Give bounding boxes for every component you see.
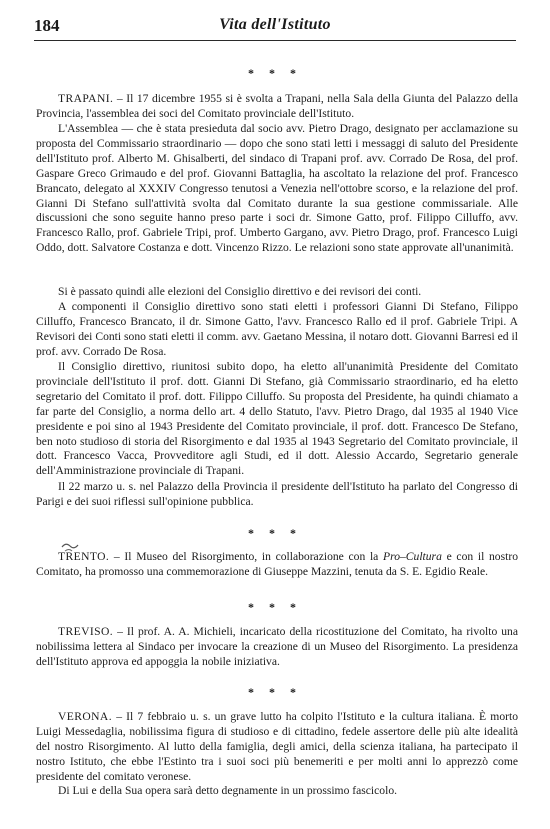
verona-paragraph-2: Di Lui e della Sua opera sarà detto degnamente in un prossimo fascicolo. xyxy=(58,784,398,797)
verona-paragraph-1: VERONA. – Il 7 febbraio u. s. un grave lutto ha colpito l'Istituto e la cultura italiana. È morto Luigi Messedaglia, nobilissima figura di studioso e di cittadino, fedele assertore delle più alte idealità del nostro Risorgimento. Al lutto della famiglia, degli amici, della scienza italiana, ha partecipato il nostro Istituto, che ebbe l'Estinto tra i suoi soci più benemeriti e per molti anni lo apprezzò come presidente del comitato veronese. xyxy=(36,710,518,783)
trapani-paragraph-3: Si è passato quindi alle elezioni del Consiglio direttivo e dei revisori dei conti. xyxy=(58,285,422,298)
section-separator: * * * xyxy=(248,526,302,540)
place-name-treviso: TREVISO. xyxy=(58,625,114,638)
trapani-paragraph-5: Il Consiglio direttivo, riunitosi subito dopo, ha eletto all'unanimità Presidente del Comitato provinciale dell'Istituto il prof. dott. Gianni Di Stefano, già Commissario straordinario, ed ha eletto segretario del Comitato il prof. dott. Filippo Cilluffo. Su proposta del Presidente, ha quindi chiamato a far parte del Consiglio, a norma dello art. 4 dello Statuto, l'avv. Pietro Drago, dal 1935 al 1940 Vice presidente e poi sino al 1943 Presidente del Comitato provinciale, il prof. dott. Francesco De Stefano, ben noto studioso di storia del Risorgimento e dal 1935 al 1943 Segretario del Comitato provinciale, il dott. Francesco Vacca, Provveditore agli Studi, ed il dott. Alessio Accardo, Segretario generale dell'Amministrazione provinciale di Trapani. xyxy=(36,360,518,478)
place-name-verona: VERONA. xyxy=(58,710,113,723)
trapani-paragraph-1: TRAPANI. – Il 17 dicembre 1955 si è svolta a Trapani, nella Sala della Giunta del Palazzo della Provincia, l'assemblea dei soci del Comitato provinciale dell'Istituto. xyxy=(36,92,518,120)
trapani-paragraph-6: Il 22 marzo u. s. nel Palazzo della Provincia il presidente dell'Istituto ha parlato del Congresso di Parigi e dei suoi riflessi sull'opinione pubblica. xyxy=(36,480,518,508)
header-rule xyxy=(34,40,516,41)
place-name-trento: TRENTO. xyxy=(58,550,110,563)
section-separator: * * * xyxy=(248,600,302,614)
trapani-paragraph-2: L'Assemblea — che è stata presieduta dal socio avv. Pietro Drago, designato per acclamazione su proposta del Commissario straordinario — dopo che sono stati letti i messaggi di saluto del Presidente dell'Istituto prof. Alberto M. Ghisalberti, del sindaco di Trapani prof. avv. Corrado De Rosa, del prof. Gaspare Greco Grimaudo e del prof. Giovanni Battaglia, ha ascoltato la relazione del prof. Francesco Brancato, delegato al XXXIV Congresso tenutosi a Venezia nell'ottobre scorso, e la relazione del prof. Gianni Di Stefano sull'attività svolta dal Comitato durante la sua gestione commissariale. Alle discussioni che sono seguite hanno preso parte i soci dr. Simone Gatto, prof. Filippo Cilluffo, avv. Francesco Rallo, prof. Gabriele Tripi, prof. Umberto Gargano, avv. Pietro Drago, prof. Francesco Luigi Oddo, dott. Salvatore Costanza e dott. Vincenzo Rizzo. Le relazioni sono state approvate all'unanimità. xyxy=(36,122,518,255)
place-name-trapani: TRAPANI. xyxy=(58,92,114,105)
trapani-paragraph-4: A componenti il Consiglio direttivo sono stati eletti i professori Gianni Di Stefano, Filippo Cilluffo, Francesco Brancato, il dr. Simone Gatto, l'avv. Francesco Rallo ed il prof. Gabriele Tripi. A Revisori dei Conti sono stati eletti il comm. avv. Gaetano Messina, il notaro dott. Giovanni Barresi ed il prof. avv. Corrado De Rosa. xyxy=(36,300,518,358)
page-number: 184 xyxy=(34,16,60,35)
running-title: Vita dell'Istituto xyxy=(219,16,331,33)
trento-paragraph: TRENTO. – Il Museo del Risorgimento, in collaborazione con la Pro–Cultura e con il nostro Comitato, ha promosso una commemorazione di Giuseppe Mazzini, tenuta da S. E. Egidio Reale. xyxy=(36,550,518,578)
section-separator: * * * xyxy=(248,66,302,80)
page-header xyxy=(34,16,516,38)
section-separator: * * * xyxy=(248,685,302,699)
treviso-paragraph: TREVISO. – Il prof. A. A. Michieli, incaricato della ricostituzione del Comitato, ha rivolto una nobilissima lettera al Sindaco per invocare la creazione di un Museo del Risorgimento. La presidenza dell'Istituto approva ed appoggia la nobile iniziativa. xyxy=(36,625,518,668)
